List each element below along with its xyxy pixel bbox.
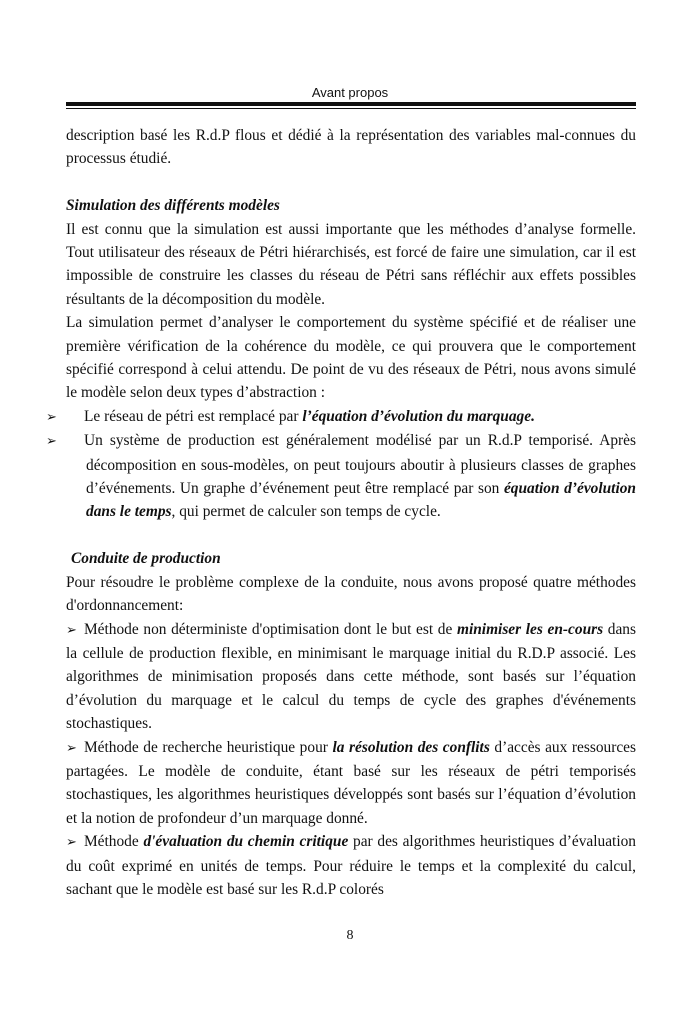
conduite-paragraph-1: Pour résoudre le problème complexe de la conduite, nous avons proposé quatre méthodes d'ordonnancement:: [66, 573, 636, 615]
section-heading-conduite: Conduite de production: [71, 550, 221, 568]
method-emphasis: d'évaluation du chemin critique: [143, 833, 349, 851]
method-tail: d’accès aux ressources partagées. Le modèle de conduite, étant basé sur les réseaux de pétri temporisés stochastiques, les algorithmes heuristiques développés sont basés sur l’équation d’évolution et la notion de profondeur d’un marquage donné.: [66, 738, 636, 827]
spacer: [66, 171, 636, 194]
intro-paragraph: description basé les R.d.P flous et dédié à la représentation des variables mal-connues du processus étudié.: [66, 127, 636, 168]
method-text: Méthode: [84, 833, 144, 851]
method-text: Méthode de recherche heuristique pour: [84, 738, 333, 756]
page-number: 8: [346, 928, 354, 943]
simulation-paragraph-1: Il est connu que la simulation est aussi importante que les méthodes d’analyse formelle. Tout utilisateur des réseaux de Pétri hiérarchisés, est forcé de faire une simulation, car il est impossible de construire les classes du réseau de Pétri sans réfléchir aux effets possibles résultants de la décomposition du modèle.: [66, 220, 636, 308]
method-emphasis: minimiser les en-cours: [456, 620, 604, 638]
bullet-tail: , qui permet de calculer son temps de cycle.: [171, 503, 441, 521]
spacer: [66, 524, 636, 547]
arrow-bullet-icon: ➢: [46, 409, 57, 425]
method-tail: par des algorithmes heuristiques d’évaluation du coût exprimé en unités de temps. Pour réduire le temps et la complexité du calcul, sachant que le modèle est basé sur les R.d.P colorés: [66, 833, 636, 898]
method-2-paragraph: [66, 736, 636, 831]
method-3-paragraph: [66, 830, 636, 901]
method-text: Méthode non déterministe d'optimisation dont le but est de: [84, 620, 457, 638]
arrow-bullet-icon: ➢: [66, 740, 77, 756]
method-emphasis: la résolution des conflits: [332, 738, 490, 756]
bullet-text: Un système de production est généralement modélisé par un R.d.P temporisé. Après décomposition en sous-modèles, on peut toujours aboutir à plusieurs classes de graphes d’événements. Un graphe d’événement peut être remplacé par son: [84, 432, 636, 498]
method-1-paragraph: [66, 618, 636, 736]
arrow-bullet-icon: ➢: [66, 835, 77, 851]
header-rule-thin: [66, 108, 636, 109]
bullet-emphasis: l’équation d’évolution du marquage.: [302, 407, 535, 425]
simulation-bullet-1: [46, 405, 636, 429]
body-text: [46, 124, 636, 901]
arrow-bullet-icon: ➢: [66, 622, 77, 638]
header-rule-thick: [66, 102, 636, 106]
running-header: Avant propos: [311, 85, 389, 100]
section-heading-simulation: Simulation des différents modèles: [66, 197, 280, 215]
arrow-bullet-icon: ➢: [46, 434, 57, 450]
simulation-bullet-2: [46, 429, 636, 524]
simulation-paragraph-2: La simulation permet d’analyser le comportement du système spécifié et de réaliser une première vérification de la cohérence du modèle, ce qui prouvera que le comportement spécifié correspond à celui attendu. De point de vu des réseaux de Pétri, nous avons simulé le modèle selon deux types d’abstraction :: [66, 314, 636, 402]
bullet-emphasis: équation d’évolution dans le temps: [86, 480, 636, 521]
bullet-text: Le réseau de pétri est remplacé par: [84, 407, 303, 425]
method-tail: dans la cellule de production flexible, en minimisant le marquage initial du R.D.P associé. Les algorithmes de minimisation proposés dans cette méthode, sont basés sur l’équation d’évolution du marquage et le calcul du temps de cycle des graphes d'événements stochastiques.: [66, 620, 636, 733]
